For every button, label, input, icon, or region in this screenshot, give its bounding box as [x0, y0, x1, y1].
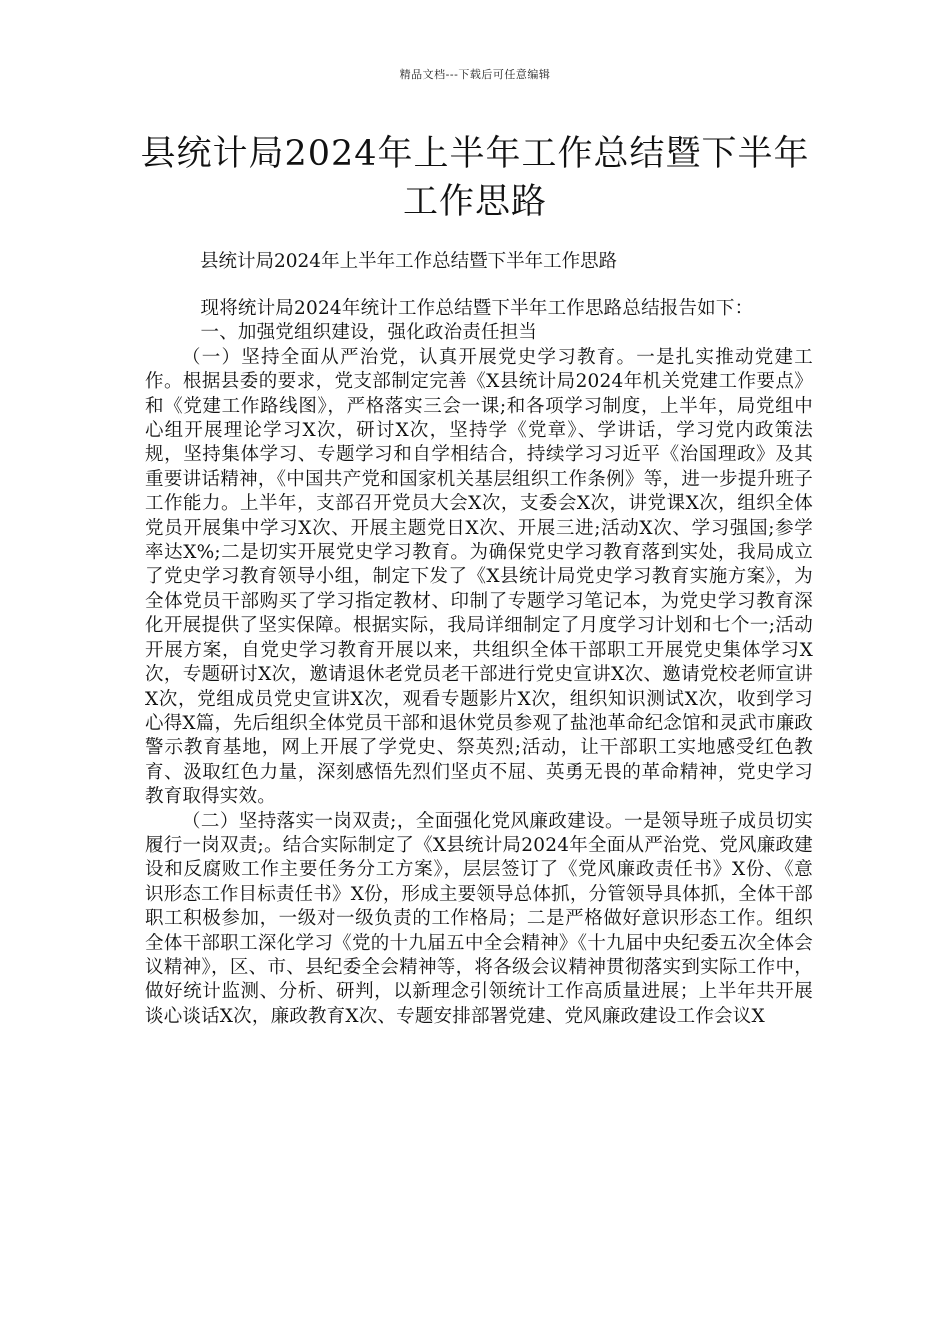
body-paragraph-1: （一）坚持全面从严治党，认真开展党史学习教育。一是扎实推动党建工作。根据县委的要求，党支部制定完善《X县统计局2024年机关党建工作要点》和《党建工作路线图》，严格落实三会一课;和各项学习制度，上半年，局党组中心组开展理论学习X次，研讨X次，坚持学《党章》、学讲话，学习党内政策法规，坚持集体学习、专题学习和自学相结合，持续学习习近平《治国理政》及其重要讲话精神，《中国共产党和国家机关基层组织工作条例》等，进一步提升班子工作能力。上半年，支部召开党员大会X次，支委会X次，讲党课X次，组织全体党员开展集中学习X次、开展主题党日X次、开展三进;活动X次、学习强国;参学率达X%;二是切实开展党史学习教育。为确保党史学习教育落到实处，我局成立了党史学习教育领导小组，制定下发了《X县统计局党史学习教育实施方案》，为全体党员干部购买了学习指定教材、印制了专题学习笔记本，为党史学习教育深化开展提供了坚实保障。根据实际，我局详细制定了月度学习计划和七个一;活动开展方案，自党史学习教育开展以来，共组织全体干部职工开展党史集体学习X次，专题研讨X次，邀请退休老党员老干部进行党史宣讲X次、邀请党校老师宣讲X次，党组成员党史宣讲X次，观看专题影片X次，组织知识测试X次，收到学习心得X篇，先后组织全体党员干部和退休党员参观了盐池革命纪念馆和灵武市廉政警示教育基地，网上开展了学党史、祭英烈;活动，让干部职工实地感受红色教育、汲取红色力量，深刻感悟先烈们坚贞不屈、英勇无畏的革命精神，党史学习教育取得实效。	[145, 346, 813, 808]
document-body	[145, 297, 813, 1029]
header-note: 精品文档---下载后可任意编辑	[399, 68, 551, 81]
section-heading-1: 一、加强党组织建设，强化政治责任担当	[200, 322, 538, 344]
document-subtitle: 县统计局2024年上半年工作总结暨下半年工作思路	[200, 251, 618, 272]
intro-paragraph: 现将统计局2024年统计工作总结暨下半年工作思路总结报告如下：	[200, 298, 754, 319]
body-paragraph-2: （二）坚持落实一岗双责;，全面强化党风廉政建设。一是领导班子成员切实履行一岗双责;。结合实际制定了《X县统计局2024年全面从严治党、党风廉政建设和反腐败工作主要任务分工方案》，层层签订了《党风廉政责任书》X份、《意识形态工作目标责任书》X份，形成主要领导总体抓，分管领导具体抓，全体干部职工积极参加，一级对一级负责的工作格局；二是严格做好意识形态工作。组织全体干部职工深化学习《党的十九届五中全会精神》《十九届中央纪委五次全体会议精神》，区、市、县纪委全会精神等，将各级会议精神贯彻落实到实际工作中，做好统计监测、分析、研判，以新理念引领统计工作高质量进展；上半年共开展谈心谈话X次，廉政教育X次、专题安排部署党建、党风廉政建设工作会议X	[145, 810, 813, 1027]
document-title: 县统计局2024年上半年工作总结暨下半年工作思路	[140, 134, 810, 222]
